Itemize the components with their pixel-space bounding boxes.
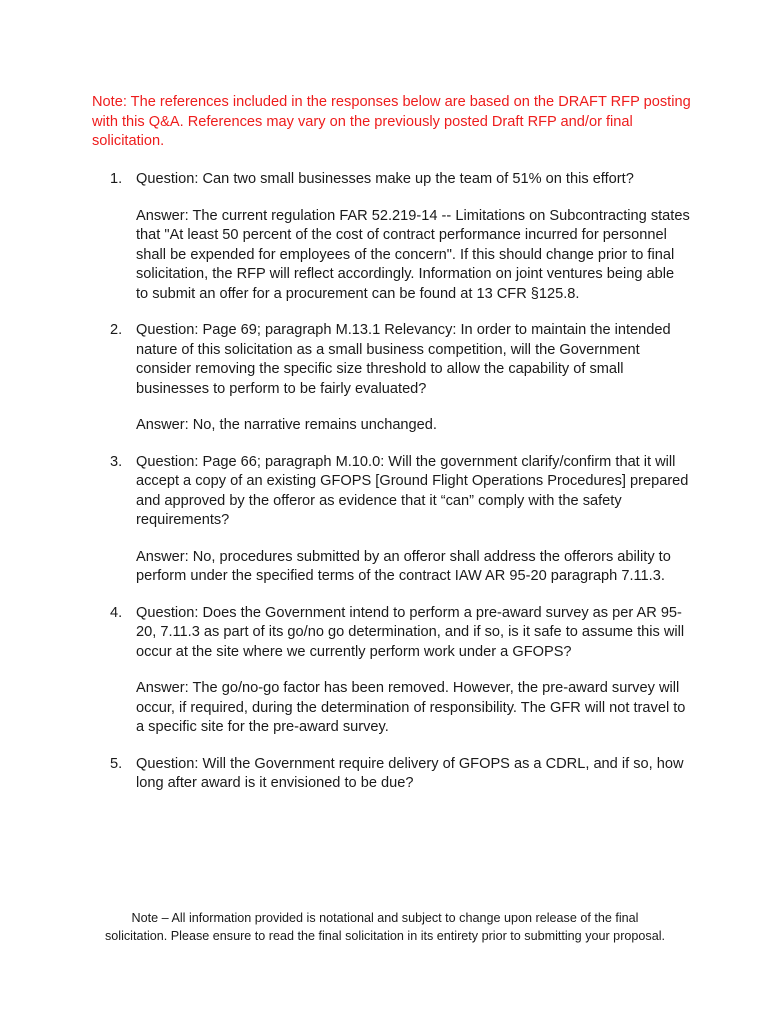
qa-item-4 bbox=[110, 604, 690, 738]
item-number: 1. bbox=[110, 171, 123, 187]
question-text: Question: Does the Government intend to perform a pre-award survey as per AR 95-20, 7.11.3 as part of its go/no go determination, and if so, is it safe to assume this will occur at the site where we currently perform work under a GFOPS? bbox=[136, 604, 685, 660]
answer-text: Answer: No, the narrative remains unchanged. bbox=[136, 417, 437, 433]
item-number: 2. bbox=[110, 322, 123, 338]
question-text: Question: Will the Government require delivery of GFOPS as a CDRL, and if so, how long after award is it envisioned to be due? bbox=[136, 755, 684, 791]
answer-text: Answer: The current regulation FAR 52.219-14 -- Limitations on Subcontracting states that "At least 50 percent of the cost of contract performance incurred for personnel shall be expended for employees of the concern". If this should change prior to final solicitation, the RFP will reflect accordingly. Information on joint ventures being able to submit an offer for a procurement can be found at 13 CFR §125.8. bbox=[136, 207, 690, 302]
item-number: 3. bbox=[110, 453, 123, 470]
answer-text: Answer: No, procedures submitted by an offeror shall address the offerors ability to perform under the specified terms of the contract IAW AR 95-20 paragraph 7.11.3. bbox=[136, 548, 671, 584]
item-number: 4. bbox=[110, 604, 123, 621]
answer-text: Answer: The go/no-go factor has been removed. However, the pre-award survey will occur, if required, during the determination of responsibility. The GFR will not travel to a specific site for the pre-award survey. bbox=[136, 680, 686, 735]
qa-list bbox=[110, 170, 690, 811]
question-text: Question: Can two small businesses make up the team of 51% on this effort? bbox=[136, 171, 634, 187]
qa-item-5 bbox=[110, 755, 690, 794]
qa-item-2 bbox=[110, 321, 690, 436]
qa-item-1 bbox=[110, 170, 690, 304]
reference-note: Note: The references included in the responses below are based on the DRAFT RFP posting with this Q&A. References may vary on the previously posted Draft RFP and/or final solicitation. bbox=[92, 94, 691, 149]
item-number: 5. bbox=[110, 755, 123, 772]
question-text: Question: Page 69; paragraph M.13.1 Relevancy: In order to maintain the intended nature of this solicitation as a small business competition, will the Government consider removing the specific size threshold to allow the capability of small businesses to perform to be fairly evaluated? bbox=[136, 322, 671, 397]
question-text: Question: Page 66; paragraph M.10.0: Will the government clarify/confirm that it will accept a copy of an existing GFOPS [Ground Flight Operations Procedures] prepared and approved by the offeror as evidence that it “can” comply with the safety requirements? bbox=[136, 453, 689, 528]
footer-note: Note – All information provided is notational and subject to change upon release of the final solicitation. Please ensure to read the final solicitation in its entirety prior to submitting your proposal. bbox=[104, 911, 665, 943]
qa-item-3 bbox=[110, 453, 690, 587]
